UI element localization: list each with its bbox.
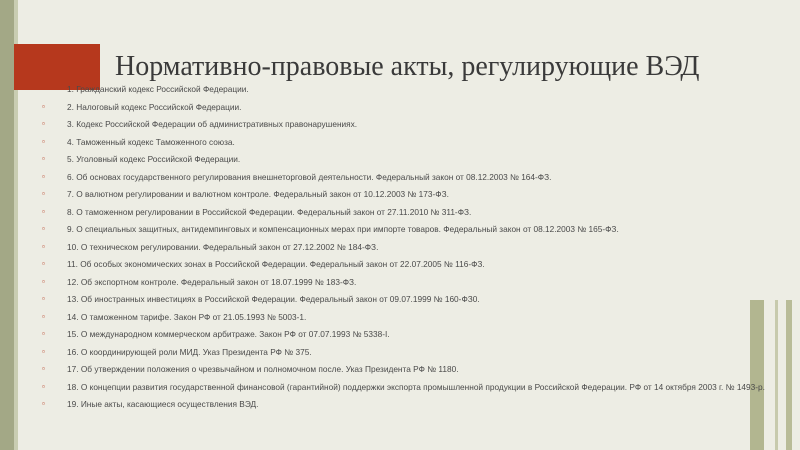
law-list-item — [42, 364, 782, 374]
law-list-item-text: 10. О техническом регулировании. Федеральный закон от 27.12.2002 № 184-ФЗ. — [67, 241, 379, 252]
square-bullet-icon: ▫ — [42, 154, 45, 163]
law-list-item-text: 18. О концепции развития государственной финансовой (гарантийной) поддержки экспорта промышленной продукции в Российской Федерации. РФ от 14 октября 2003 г. № 1493-р. — [67, 381, 765, 392]
square-bullet-icon: ▫ — [42, 119, 45, 128]
law-list-item-text: 1. Гражданский кодекс Российской Федерации. — [67, 84, 249, 94]
law-list-item — [42, 137, 782, 147]
square-bullet-icon: ▫ — [42, 206, 45, 216]
law-list-item — [42, 259, 782, 269]
square-bullet-icon: ▫ — [42, 84, 45, 93]
law-list-item — [42, 224, 782, 234]
law-list-item — [42, 154, 782, 164]
law-list-item — [42, 119, 782, 129]
law-list-item — [42, 172, 782, 182]
law-list-item-text: 9. О специальных защитных, антидемпинговых и компенсационных мерах при импорте товаров. Федеральный закон от 08.12.2003 № 165-ФЗ. — [67, 224, 619, 234]
law-list-item — [42, 277, 782, 287]
law-list-item — [42, 347, 782, 357]
law-list-item — [42, 242, 782, 252]
law-list-item-text: 16. О координирующей роли МИД. Указ Президента РФ № 375. — [67, 346, 312, 357]
square-bullet-icon: ▫ — [42, 381, 45, 391]
law-list-item-text: 8. О таможенном регулировании в Российской Федерации. Федеральный закон от 27.11.2010 № 311-ФЗ. — [67, 206, 472, 217]
law-list-item — [42, 329, 782, 339]
law-list-item — [42, 294, 782, 304]
law-list-item-text: 6. Об основах государственного регулирования внешнеторговой деятельности. Федеральный закон от 08.12.2003 № 164-ФЗ. — [67, 171, 552, 182]
law-list-item-text: 11. Об особых экономических зонах в Российской Федерации. Федеральный закон от 22.07.2005 № 116-ФЗ. — [67, 259, 485, 269]
slide-title: Нормативно-правовые акты, регулирующие ВЭД — [115, 51, 700, 82]
law-list — [42, 84, 782, 417]
law-list-item-text: 14. О таможенном тарифе. Закон РФ от 21.05.1993 № 5003-1. — [67, 311, 307, 322]
law-list-item-text: 5. Уголовный кодекс Российской Федерации. — [67, 154, 241, 164]
law-list-item — [42, 312, 782, 322]
law-list-item — [42, 189, 782, 199]
law-list-item-text: 7. О валютном регулировании и валютном контроле. Федеральный закон от 10.12.2003 № 173-ФЗ. — [67, 189, 449, 199]
law-list-item-text: 3. Кодекс Российской Федерации об административных правонарушениях. — [67, 119, 358, 129]
square-bullet-icon: ▫ — [42, 329, 45, 338]
law-list-item-text: 17. Об утверждении положения о чрезвычайном и полномочном после. Указ Президента РФ № 1180. — [67, 364, 459, 374]
law-list-item-text: 12. Об экспортном контроле. Федеральный закон от 18.07.1999 № 183-ФЗ. — [67, 276, 357, 287]
law-list-item-text: 4. Таможенный кодекс Таможенного союза. — [67, 136, 235, 147]
square-bullet-icon: ▫ — [42, 294, 45, 303]
square-bullet-icon: ▫ — [42, 364, 45, 373]
bottom-right-decor-stripe-edge — [786, 300, 792, 450]
law-list-item — [42, 399, 782, 409]
left-decor-stripe — [0, 0, 14, 450]
square-bullet-icon: ▫ — [42, 259, 45, 268]
square-bullet-icon: ▫ — [42, 241, 45, 251]
square-bullet-icon: ▫ — [42, 171, 45, 181]
square-bullet-icon: ▫ — [42, 136, 45, 146]
law-list-item — [42, 84, 782, 94]
law-list-item-text: 15. О международном коммерческом арбитраже. Закон РФ от 07.07.1993 № 5338-I. — [67, 329, 390, 339]
law-list-item — [42, 382, 787, 392]
square-bullet-icon: ▫ — [42, 276, 45, 286]
square-bullet-icon: ▫ — [42, 224, 45, 233]
law-list-item-text: 13. Об иностранных инвестициях в Российской Федерации. Федеральный закон от 09.07.1999 № 160-ФЗ0. — [67, 294, 480, 304]
square-bullet-icon: ▫ — [42, 101, 45, 111]
square-bullet-icon: ▫ — [42, 399, 45, 408]
square-bullet-icon: ▫ — [42, 189, 45, 198]
law-list-item-text: 2. Налоговый кодекс Российской Федерации. — [67, 101, 242, 112]
law-list-item-text: 19. Иные акты, касающиеся осуществления ВЭД. — [67, 399, 259, 409]
square-bullet-icon: ▫ — [42, 311, 45, 321]
square-bullet-icon: ▫ — [42, 346, 45, 356]
law-list-item — [42, 207, 782, 217]
law-list-item — [42, 102, 782, 112]
